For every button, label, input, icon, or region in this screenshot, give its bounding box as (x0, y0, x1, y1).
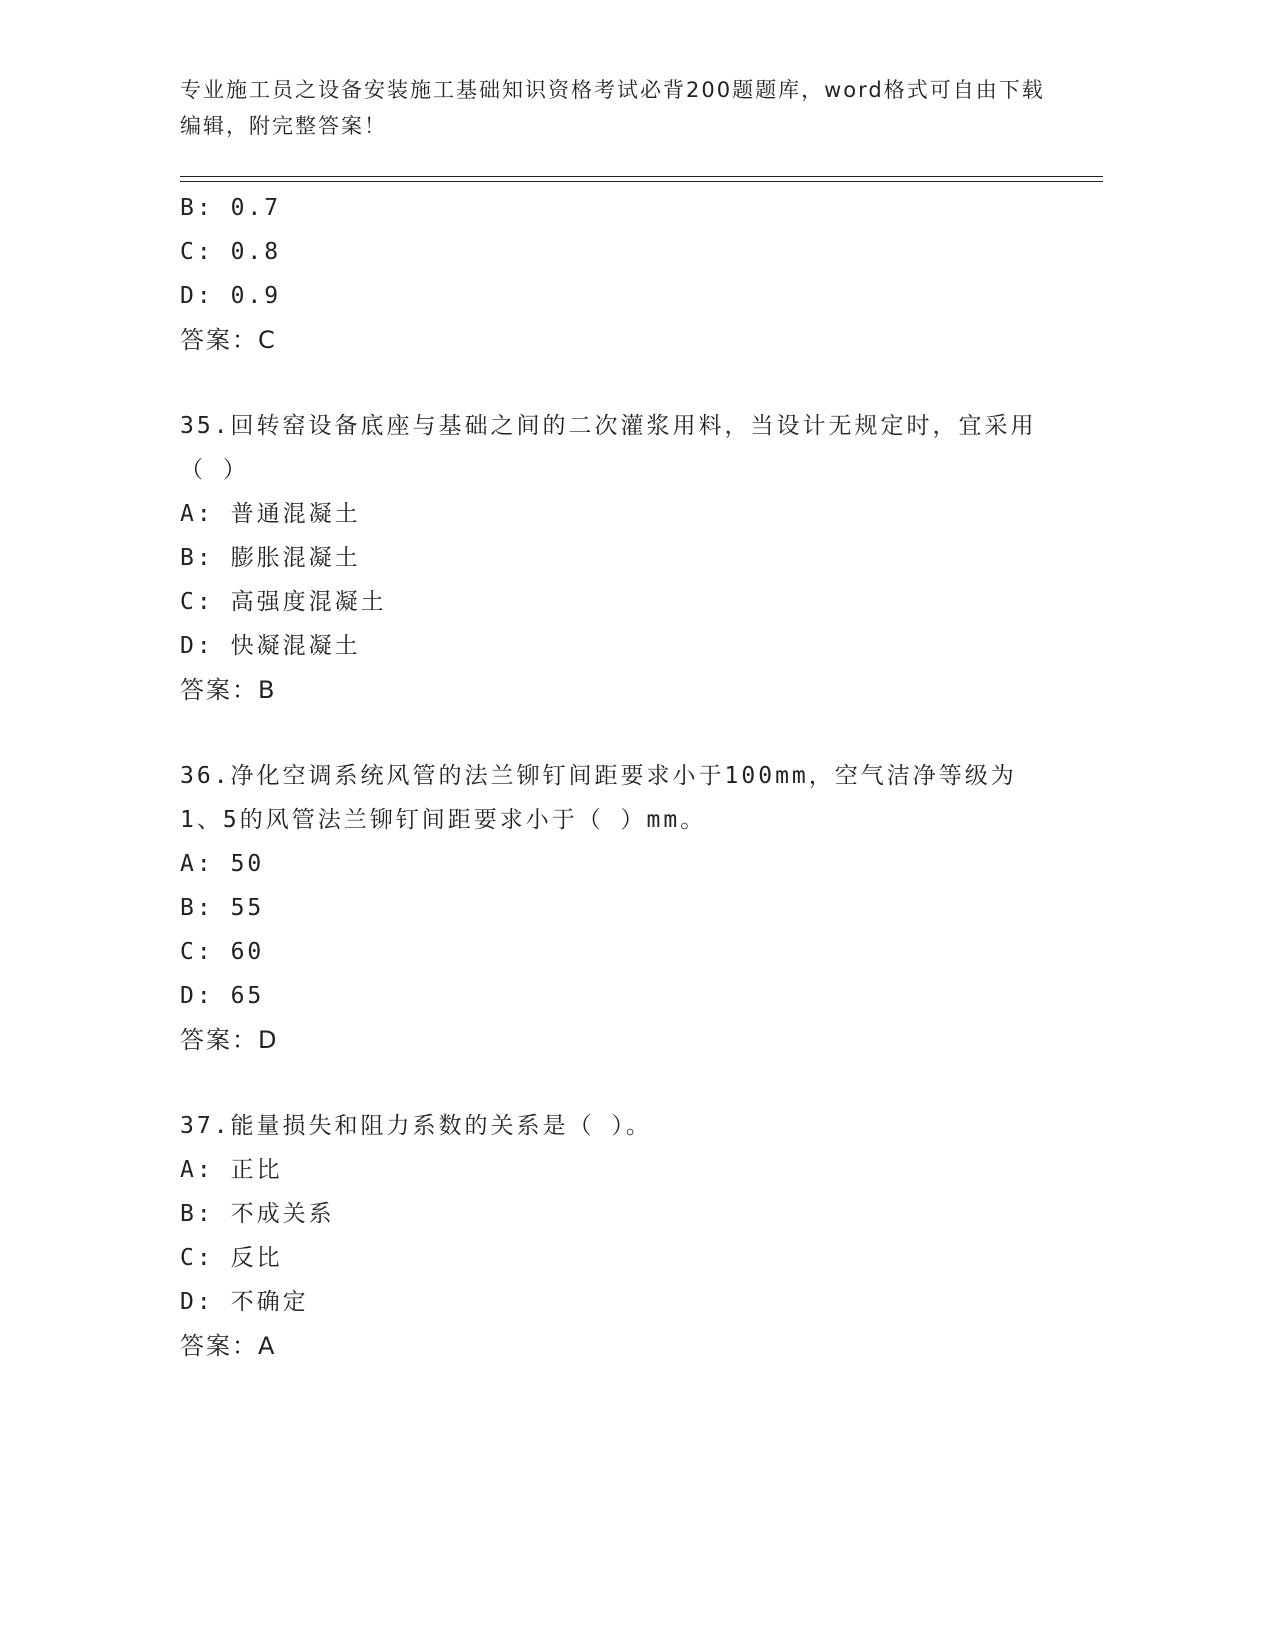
option-a (180, 492, 1060, 536)
option-d (180, 1280, 1060, 1324)
option-label: D: (180, 1289, 214, 1315)
option-text: 50 (230, 851, 265, 877)
option-label: D: (180, 283, 214, 309)
option-text: 55 (230, 895, 265, 921)
option-text: 0.7 (230, 195, 282, 221)
page-header-title: 专业施工员之设备安装施工基础知识资格考试必背200题题库，word格式可自由下载编辑，附完整答案！ (180, 78, 1045, 138)
option-a (180, 842, 1060, 886)
question-stem: 36.净化空调系统风管的法兰铆钉间距要求小于100mm，空气洁净等级为1、5的风管法兰铆钉间距要求小于（ ）mm。 (180, 763, 1017, 833)
option-text: 不确定 (230, 1289, 309, 1315)
option-text: 快凝混凝土 (230, 633, 361, 659)
option-label: A: (180, 1157, 214, 1183)
option-text: 正比 (230, 1157, 283, 1183)
question-36 (180, 754, 1060, 1062)
option-text: 普通混凝土 (230, 501, 361, 527)
option-label: C: (180, 939, 214, 965)
answer-line: 答案：C (180, 326, 277, 354)
answer-line: 答案：B (180, 676, 277, 704)
option-b (180, 886, 1060, 930)
option-label: C: (180, 1245, 214, 1271)
question-35 (180, 404, 1060, 712)
option-d (180, 974, 1060, 1018)
option-b (180, 1192, 1060, 1236)
answer-line: 答案：A (180, 1332, 277, 1360)
option-text: 不成关系 (230, 1201, 335, 1227)
option-c (180, 580, 1060, 624)
header-divider-thin (180, 181, 1103, 182)
question-content (180, 186, 1060, 1368)
option-c (180, 930, 1060, 974)
option-label: D: (180, 633, 214, 659)
option-label: B: (180, 195, 214, 221)
question-stem: 37.能量损失和阻力系数的关系是（ ）。 (180, 1113, 652, 1139)
question-37 (180, 1104, 1060, 1368)
option-d (180, 274, 1060, 318)
option-text: 膨胀混凝土 (230, 545, 361, 571)
option-text: 60 (230, 939, 265, 965)
option-text: 0.8 (230, 239, 282, 265)
option-label: D: (180, 983, 214, 1009)
spacer (180, 362, 1060, 404)
option-text: 反比 (230, 1245, 283, 1271)
carryover-question (180, 186, 1060, 362)
option-b (180, 186, 1060, 230)
header-divider-thick (180, 176, 1103, 177)
option-text: 65 (230, 983, 265, 1009)
option-label: C: (180, 239, 214, 265)
option-label: C: (180, 589, 214, 615)
answer-line: 答案：D (180, 1026, 279, 1054)
option-a (180, 1148, 1060, 1192)
option-label: B: (180, 1201, 214, 1227)
spacer (180, 712, 1060, 754)
option-text: 0.9 (230, 283, 282, 309)
option-label: B: (180, 895, 214, 921)
option-c (180, 1236, 1060, 1280)
question-stem: 35.回转窑设备底座与基础之间的二次灌浆用料，当设计无规定时，宜采用（ ） (180, 413, 1037, 483)
option-label: B: (180, 545, 214, 571)
option-text: 高强度混凝土 (230, 589, 387, 615)
option-c (180, 230, 1060, 274)
option-label: A: (180, 501, 214, 527)
option-d (180, 624, 1060, 668)
spacer (180, 1062, 1060, 1104)
option-label: A: (180, 851, 214, 877)
option-b (180, 536, 1060, 580)
